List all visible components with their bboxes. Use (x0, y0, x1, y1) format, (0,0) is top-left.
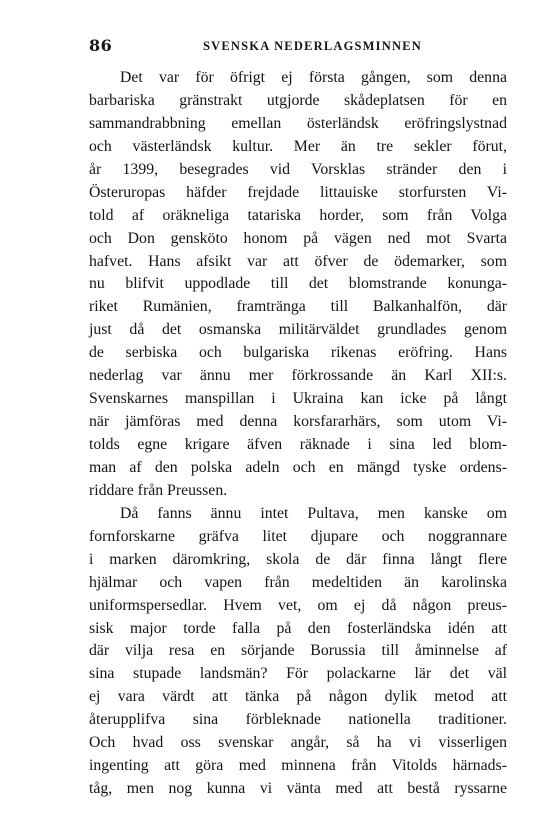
text-line: hjälmar och vapen från medeltiden än karolinska (89, 573, 507, 591)
text-line: Svenskarnes manspillan i Ukraina kan icke på långt (89, 390, 507, 408)
text-line: Och hvad oss svenskar angår, så ha vi visserligen (89, 734, 507, 752)
text-line: fornforskarne gräfva litet djupare och noggrannare (89, 527, 507, 545)
body-text (89, 67, 507, 801)
text-line: uniformspersedlar. Hvem vet, om ej då någon preus- (89, 596, 507, 614)
text-line: told af oräkneliga tatariska horder, som från Volga (89, 206, 507, 224)
text-line: just då det osmanska militärväldet grundlades genom (89, 321, 507, 339)
text-line: sina stupade landsmän? För polackarne lär det väl (89, 665, 507, 683)
page-header (89, 36, 499, 60)
text-line: man af den polska adeln och en mängd tyske ordens- (89, 458, 507, 476)
text-line: och västerländsk kultur. Mer än tre sekler förut, (89, 137, 507, 155)
text-line: de serbiska och bulgariska rikenas eröfring. Hans (89, 344, 507, 362)
text-line: tolds egne krigare äfven räknade i sina led blom- (89, 436, 507, 453)
text-line: barbariska gränstrakt utgjorde skådeplatsen för en (89, 91, 507, 109)
text-line: ej vara värdt att tänka på någon dylik metod att (89, 688, 507, 706)
text-line: Det var för öfrigt ej första gången, som denna (120, 69, 507, 86)
text-line: där vilja resa en sörjande Borussia till åminnelse af (89, 642, 507, 660)
text-line: år 1399, besegrades vid Vorsklas stränder den i (89, 160, 507, 178)
text-line: och Don gensköto honom på vägen ned mot Svarta (89, 229, 507, 247)
text-line: ingenting att göra med minnena från Vitolds härnads- (89, 757, 507, 775)
text-line: Österuropas häfder frejdade littauiske storfursten Vi- (89, 183, 507, 201)
running-title: SVENSKA NEDERLAGSMINNEN (203, 39, 422, 53)
text-line: återupplifva sina förbleknade nationella traditioner. (89, 711, 507, 729)
page-number: 86 (89, 36, 113, 55)
text-line: riddare från Preussen. (89, 481, 228, 499)
text-line: sammandrabbning emellan österländsk eröfringslystnad (89, 114, 507, 132)
text-line: hafvet. Hans afsikt var att öfver de ödemarker, som (89, 252, 507, 270)
text-line: nederlag var ännu mer förkrossande än Karl XII:s. (89, 367, 507, 385)
text-line: riket Rumänien, framtränga till Balkanhalfön, där (89, 298, 507, 316)
text-line: när jämföras med denna korsfararhärs, som utom Vi- (89, 413, 507, 431)
text-line: nu blifvit uppodlade till det blomstrande konunga- (89, 275, 507, 293)
text-line: sisk major torde falla på den fosterländska idén att (89, 619, 507, 637)
text-line: i marken däromkring, skola de där finna långt flere (89, 550, 507, 568)
text-line: Då fanns ännu intet Pultava, men kanske om (120, 504, 507, 522)
text-line: tåg, men nog kunna vi vänta med att bestå ryssarne (89, 780, 507, 798)
